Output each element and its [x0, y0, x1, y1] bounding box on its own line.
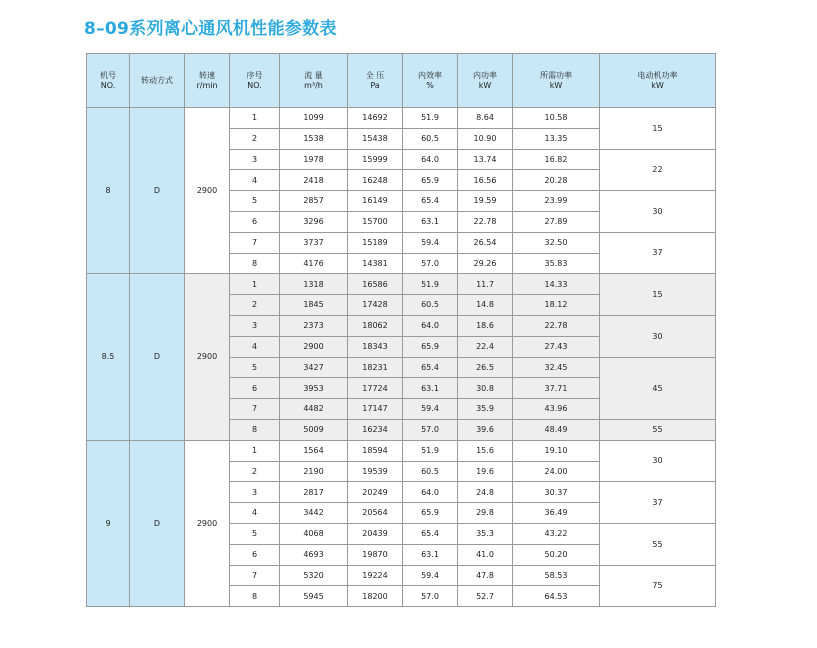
seq-cell: 5: [230, 523, 280, 544]
seq-cell: 4: [230, 503, 280, 524]
motor-power-cell: 15: [600, 108, 716, 150]
header-drive: 转动方式: [130, 54, 185, 108]
internal-power-cell: 26.5: [458, 357, 513, 378]
flow-cell: 1318: [280, 274, 348, 295]
seq-cell: 6: [230, 544, 280, 565]
internal-power-cell: 29.26: [458, 253, 513, 274]
group-machine-8: [87, 108, 716, 274]
required-power-cell: 24.00: [513, 461, 600, 482]
motor-power-cell: 22: [600, 149, 716, 191]
pressure-cell: 15438: [348, 128, 403, 149]
pressure-cell: 20249: [348, 482, 403, 503]
internal-power-cell: 19.59: [458, 191, 513, 212]
efficiency-cell: 64.0: [403, 315, 458, 336]
required-power-cell: 13.35: [513, 128, 600, 149]
pressure-cell: 17428: [348, 295, 403, 316]
seq-cell: 5: [230, 357, 280, 378]
header-motor-power: 电动机功率 kW: [600, 54, 716, 108]
efficiency-cell: 59.4: [403, 565, 458, 586]
efficiency-cell: 64.0: [403, 482, 458, 503]
header-machine-no: 机号 NO.: [87, 54, 130, 108]
header-flow: 流 量 m³/h: [280, 54, 348, 108]
header-row: [87, 54, 716, 108]
seq-cell: 4: [230, 170, 280, 191]
seq-cell: 5: [230, 191, 280, 212]
required-power-cell: 27.43: [513, 336, 600, 357]
required-power-cell: 43.96: [513, 399, 600, 420]
drive-cell: D: [130, 440, 185, 606]
efficiency-cell: 60.5: [403, 461, 458, 482]
seq-cell: 8: [230, 419, 280, 440]
flow-cell: 1538: [280, 128, 348, 149]
table-row: [87, 440, 716, 461]
pressure-cell: 14692: [348, 108, 403, 129]
motor-power-cell: 30: [600, 440, 716, 482]
efficiency-cell: 63.1: [403, 378, 458, 399]
pressure-cell: 15999: [348, 149, 403, 170]
motor-power-cell: 75: [600, 565, 716, 607]
efficiency-cell: 64.0: [403, 149, 458, 170]
efficiency-cell: 65.9: [403, 503, 458, 524]
pressure-cell: 14381: [348, 253, 403, 274]
flow-cell: 2817: [280, 482, 348, 503]
pressure-cell: 16248: [348, 170, 403, 191]
flow-cell: 4176: [280, 253, 348, 274]
seq-cell: 4: [230, 336, 280, 357]
internal-power-cell: 22.78: [458, 211, 513, 232]
flow-cell: 2900: [280, 336, 348, 357]
header-seq: 序号 NO.: [230, 54, 280, 108]
required-power-cell: 18.12: [513, 295, 600, 316]
required-power-cell: 37.71: [513, 378, 600, 399]
seq-cell: 3: [230, 482, 280, 503]
efficiency-cell: 63.1: [403, 544, 458, 565]
motor-power-cell: 30: [600, 191, 716, 233]
pressure-cell: 16149: [348, 191, 403, 212]
efficiency-cell: 57.0: [403, 419, 458, 440]
flow-cell: 3296: [280, 211, 348, 232]
internal-power-cell: 16.56: [458, 170, 513, 191]
pressure-cell: 17147: [348, 399, 403, 420]
internal-power-cell: 26.54: [458, 232, 513, 253]
pressure-cell: 16234: [348, 419, 403, 440]
internal-power-cell: 47.8: [458, 565, 513, 586]
pressure-cell: 16586: [348, 274, 403, 295]
internal-power-cell: 19.6: [458, 461, 513, 482]
internal-power-cell: 11.7: [458, 274, 513, 295]
machine-no-cell: 8.5: [87, 274, 130, 440]
pressure-cell: 20564: [348, 503, 403, 524]
flow-cell: 2857: [280, 191, 348, 212]
internal-power-cell: 14.8: [458, 295, 513, 316]
motor-power-cell: 37: [600, 232, 716, 274]
internal-power-cell: 8.64: [458, 108, 513, 129]
required-power-cell: 16.82: [513, 149, 600, 170]
header-pressure: 全 压 Pa: [348, 54, 403, 108]
pressure-cell: 18062: [348, 315, 403, 336]
motor-power-cell: 30: [600, 315, 716, 357]
efficiency-cell: 65.4: [403, 357, 458, 378]
machine-no-cell: 8: [87, 108, 130, 274]
drive-cell: D: [130, 108, 185, 274]
group-machine-8-5: [87, 274, 716, 440]
efficiency-cell: 65.4: [403, 523, 458, 544]
required-power-cell: 35.83: [513, 253, 600, 274]
speed-cell: 2900: [185, 274, 230, 440]
required-power-cell: 19.10: [513, 440, 600, 461]
header-speed: 转速 r/min: [185, 54, 230, 108]
flow-cell: 4482: [280, 399, 348, 420]
table-row: [87, 274, 716, 295]
flow-cell: 1564: [280, 440, 348, 461]
internal-power-cell: 13.74: [458, 149, 513, 170]
motor-power-cell: 15: [600, 274, 716, 316]
seq-cell: 8: [230, 586, 280, 607]
efficiency-cell: 51.9: [403, 440, 458, 461]
pressure-cell: 19870: [348, 544, 403, 565]
machine-no-cell: 9: [87, 440, 130, 606]
seq-cell: 7: [230, 565, 280, 586]
required-power-cell: 14.33: [513, 274, 600, 295]
internal-power-cell: 24.8: [458, 482, 513, 503]
internal-power-cell: 52.7: [458, 586, 513, 607]
efficiency-cell: 57.0: [403, 253, 458, 274]
required-power-cell: 36.49: [513, 503, 600, 524]
flow-cell: 2418: [280, 170, 348, 191]
seq-cell: 3: [230, 315, 280, 336]
seq-cell: 1: [230, 274, 280, 295]
efficiency-cell: 59.4: [403, 232, 458, 253]
flow-cell: 2373: [280, 315, 348, 336]
speed-cell: 2900: [185, 440, 230, 606]
seq-cell: 2: [230, 461, 280, 482]
flow-cell: 3737: [280, 232, 348, 253]
required-power-cell: 23.99: [513, 191, 600, 212]
internal-power-cell: 18.6: [458, 315, 513, 336]
seq-cell: 1: [230, 440, 280, 461]
efficiency-cell: 65.9: [403, 336, 458, 357]
required-power-cell: 27.89: [513, 211, 600, 232]
pressure-cell: 18343: [348, 336, 403, 357]
seq-cell: 2: [230, 295, 280, 316]
required-power-cell: 58.53: [513, 565, 600, 586]
pressure-cell: 15700: [348, 211, 403, 232]
seq-cell: 3: [230, 149, 280, 170]
internal-power-cell: 29.8: [458, 503, 513, 524]
seq-cell: 6: [230, 378, 280, 399]
pressure-cell: 20439: [348, 523, 403, 544]
internal-power-cell: 10.90: [458, 128, 513, 149]
internal-power-cell: 22.4: [458, 336, 513, 357]
header-efficiency: 内效率 %: [403, 54, 458, 108]
seq-cell: 7: [230, 399, 280, 420]
required-power-cell: 32.45: [513, 357, 600, 378]
required-power-cell: 30.37: [513, 482, 600, 503]
motor-power-cell: 55: [600, 523, 716, 565]
pressure-cell: 15189: [348, 232, 403, 253]
flow-cell: 1099: [280, 108, 348, 129]
efficiency-cell: 51.9: [403, 108, 458, 129]
performance-table: [86, 53, 716, 607]
flow-cell: 4693: [280, 544, 348, 565]
pressure-cell: 19539: [348, 461, 403, 482]
motor-power-cell: 45: [600, 357, 716, 419]
flow-cell: 1978: [280, 149, 348, 170]
efficiency-cell: 65.4: [403, 191, 458, 212]
required-power-cell: 48.49: [513, 419, 600, 440]
seq-cell: 2: [230, 128, 280, 149]
motor-power-cell: 37: [600, 482, 716, 524]
pressure-cell: 18200: [348, 586, 403, 607]
drive-cell: D: [130, 274, 185, 440]
flow-cell: 5945: [280, 586, 348, 607]
header-internal-power: 内功率 kW: [458, 54, 513, 108]
required-power-cell: 20.28: [513, 170, 600, 191]
flow-cell: 3953: [280, 378, 348, 399]
efficiency-cell: 59.4: [403, 399, 458, 420]
flow-cell: 5320: [280, 565, 348, 586]
required-power-cell: 64.53: [513, 586, 600, 607]
flow-cell: 4068: [280, 523, 348, 544]
required-power-cell: 43.22: [513, 523, 600, 544]
internal-power-cell: 39.6: [458, 419, 513, 440]
pressure-cell: 17724: [348, 378, 403, 399]
speed-cell: 2900: [185, 108, 230, 274]
flow-cell: 3427: [280, 357, 348, 378]
efficiency-cell: 65.9: [403, 170, 458, 191]
seq-cell: 8: [230, 253, 280, 274]
flow-cell: 2190: [280, 461, 348, 482]
required-power-cell: 32.50: [513, 232, 600, 253]
internal-power-cell: 15.6: [458, 440, 513, 461]
flow-cell: 1845: [280, 295, 348, 316]
seq-cell: 7: [230, 232, 280, 253]
seq-cell: 6: [230, 211, 280, 232]
pressure-cell: 19224: [348, 565, 403, 586]
efficiency-cell: 60.5: [403, 295, 458, 316]
efficiency-cell: 60.5: [403, 128, 458, 149]
internal-power-cell: 30.8: [458, 378, 513, 399]
table-row: [87, 108, 716, 129]
internal-power-cell: 35.9: [458, 399, 513, 420]
required-power-cell: 22.78: [513, 315, 600, 336]
flow-cell: 3442: [280, 503, 348, 524]
required-power-cell: 10.58: [513, 108, 600, 129]
header-required-power: 所需功率 kW: [513, 54, 600, 108]
required-power-cell: 50.20: [513, 544, 600, 565]
internal-power-cell: 35.3: [458, 523, 513, 544]
internal-power-cell: 41.0: [458, 544, 513, 565]
pressure-cell: 18231: [348, 357, 403, 378]
seq-cell: 1: [230, 108, 280, 129]
motor-power-cell: 55: [600, 419, 716, 440]
flow-cell: 5009: [280, 419, 348, 440]
efficiency-cell: 51.9: [403, 274, 458, 295]
page-title: 8–09系列离心通风机性能参数表: [84, 19, 337, 39]
pressure-cell: 18594: [348, 440, 403, 461]
efficiency-cell: 63.1: [403, 211, 458, 232]
group-machine-9: [87, 440, 716, 606]
efficiency-cell: 57.0: [403, 586, 458, 607]
